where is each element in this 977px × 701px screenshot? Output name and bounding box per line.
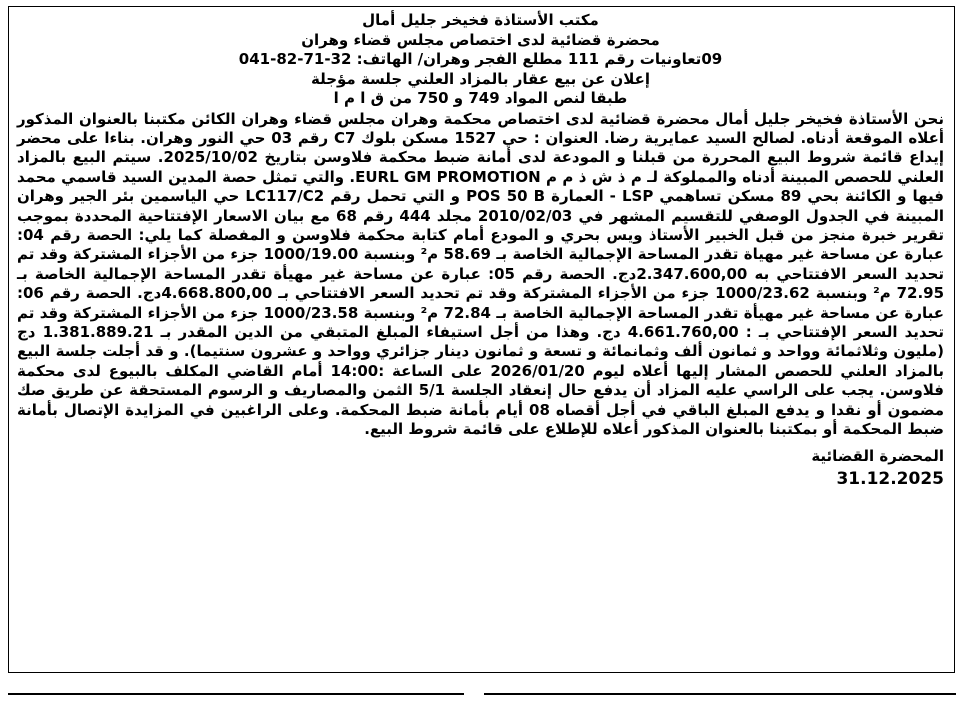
bailiff-title: محضرة قضائية لدى اختصاص مجلس قضاء وهران <box>301 30 660 49</box>
announcement-title: إعلان عن بيع عقار بالمزاد العلني جلسة مؤجلة <box>311 69 650 88</box>
office-name: مكتب الأستاذة فخيخر جليل أمال <box>362 11 599 29</box>
notice-date: 31.12.2025 <box>836 469 944 490</box>
bottom-rule-right <box>484 693 956 695</box>
office-address: 09تعاونيات رقم 111 مطلع الفجر وهران/ الهاتف: 32-71-82-041 <box>238 50 723 68</box>
notice-header <box>17 11 944 109</box>
legal-notice <box>8 6 955 673</box>
notice-body: نحن الأستاذة فخيخر جليل أمال محضرة قضائية لدى اختصاص محكمة وهران مجلس قضاء وهران الكائن مكتبنا بالعنوان المذكور أعلاه الموقعة أدناه. لصالح السيد عمايرية رضا. العنوان : حي 1527 مسكن بلوك C7 رقم 03 حي النور وهران. بناءا على محضر إيداع قائمة شروط البيع المحررة من قبلنا و المودعة لدى أمانة ضبط محكمة فلاوسن بتاريخ 2025/10/02. سيتم البيع بالمزاد العلني للحصص المبينة أدناه والمملوكة لـ م ذ ش ذ م م EURL GM PROMOTION. والتي تمثل حصة المدين السيد قاسمي محمد فيها و الكائنة بحي 89 مسكن تساهمي LSP - العمارة POS 50 B و التي تحمل رقم LC117/C2 حي الياسمين بئر الجير وهران المبينة في الجدول الوصفي للتقسيم المشهر في 2010/02/03 مجلد 444 رقم 68 مع بيان الاسعار الإفتتاحية المحددة بموجب تقرير خبرة منجز من قبل الخبير الأستاذ ويس بحري و المودع أمام كتابة محكمة فلاوسن و المفصلة كما يلي: الحصة رقم 04: عبارة عن مساحة غير مهياة تقدر المساحة الإجمالية الخاصة بـ 58.69 م² وبنسبة 1000/19.00 جزء من الأجزاء المشتركة وقد تم تحديد السعر الافتتاحي به 2.347.600,00دج. الحصة رقم 05: عبارة عن مساحة غير مهيأة تقدر المساحة الإجمالية الخاصة بـ 72.95 م² وبنسبة 1000/23.62 جزء من الأجزاء المشتركة وقد تم تحديد السعر الافتتاحي بـ 4.668.800,00دج. الحصة رقم 06: عبارة عن مساحة غير مهيأة تقدر المساحة الإجمالية الخاصة بـ 72.84 م² وبنسبة 1000/23.58 جزء من الأجزاء المشتركة وقد تم تحديد السعر الإفتتاحي بـ : 4.661.760,00 دج. وهذا من أجل استيفاء المبلغ المتبقي من الدين المقدر بـ 1.381.889.21 دج (مليون وثلاثمائة وواحد و ثمانون ألف وثمانمائة و تسعة و ثمانون دينار جزائري وواحد و عشرون سنتيما). و قد أجلت جلسة البيع بالمزاد العلني للحصص المشار إليها أعلاه ليوم 2026/01/20 على الساعة :14:00 أمام القاضي المكلف بالبيوع لدى محكمة فلاوسن. يجب على الراسي عليه المزاد أن يدفع حال إنعقاد الجلسة 5/1 الثمن والمصاريف و الرسوم المستحقة عن طريق صك مضمون أو نقدا و يدفع المبلغ الباقي في أجل أقصاه 08 أيام بأمانة ضبط المحكمة. وعلى الراغبين في المزايدة الإتصال بأمانة ضبط المحكمة أو بمكتبنا بالعنوان المذكور أعلاه للإطلاع على قائمة شروط البيع. <box>17 109 945 438</box>
signoff-role: المحضرة القضائية <box>811 447 944 466</box>
legal-basis: طبقا لنص المواد 749 و 750 من ق ا م ا <box>333 89 628 107</box>
bottom-rule-left <box>8 693 464 695</box>
